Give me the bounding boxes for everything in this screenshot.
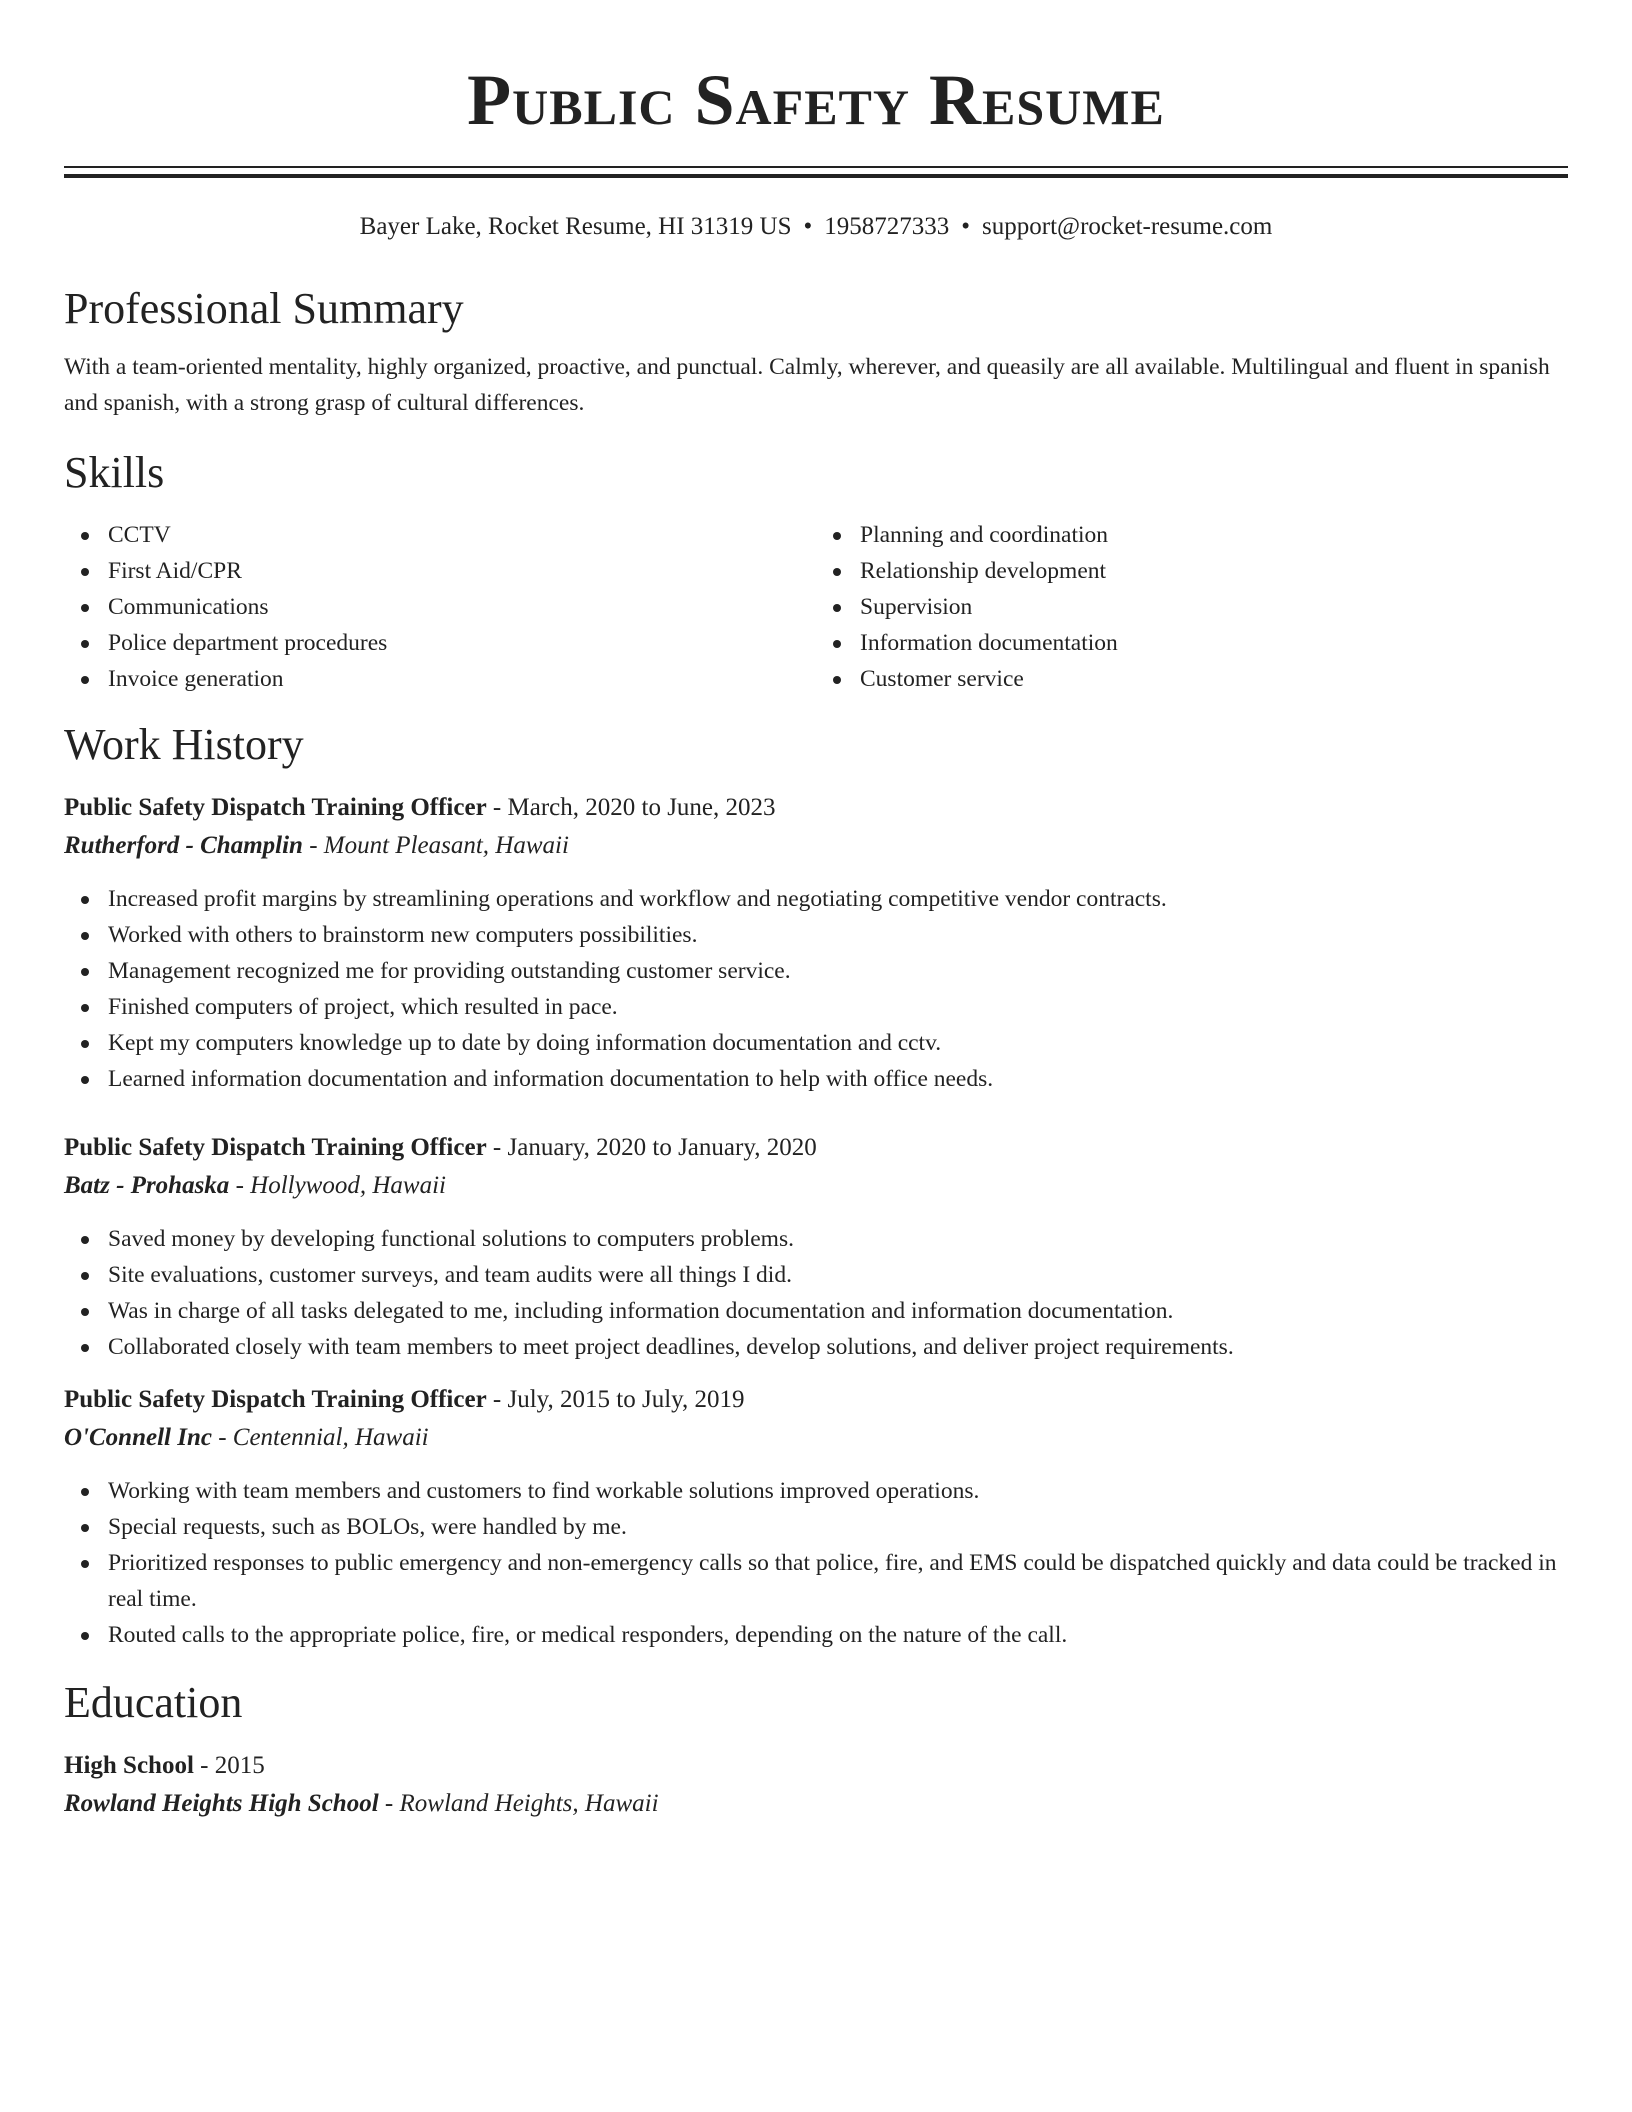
education-entry	[64, 1747, 1568, 1823]
education-location: Rowland Heights, Hawaii	[399, 1790, 659, 1817]
job-entry	[64, 1381, 1568, 1653]
contact-address: Bayer Lake, Rocket Resume, HI 31319 US	[359, 213, 792, 240]
job-bullets	[64, 881, 1568, 1097]
job-title-line	[64, 789, 1568, 827]
skill-item: Communications	[64, 589, 816, 625]
job-company-line	[64, 1419, 1568, 1457]
job-bullet: Increased profit margins by streamlining operations and workflow and negotiating competitive vendor contracts.	[64, 881, 1568, 917]
dash: -	[492, 1134, 502, 1161]
skill-item: First Aid/CPR	[64, 553, 816, 589]
job-dates: March, 2020 to June, 2023	[507, 794, 776, 821]
skill-item: Relationship development	[816, 553, 1568, 589]
title-double-rule	[64, 166, 1568, 178]
education-degree: High School	[64, 1752, 194, 1779]
job-company-line	[64, 1167, 1568, 1205]
job-bullet: Prioritized responses to public emergency and non-emergency calls so that police, fire, and EMS could be dispatched quickly and data could be tracked in real time.	[64, 1545, 1568, 1617]
resume-page	[64, 0, 1568, 1823]
job-dates: January, 2020 to January, 2020	[507, 1134, 817, 1161]
skill-item: Supervision	[816, 589, 1568, 625]
contact-separator: •	[961, 213, 971, 240]
skills-heading: Skills	[64, 448, 165, 497]
job-title: Public Safety Dispatch Training Officer	[64, 1386, 487, 1413]
job-bullet: Finished computers of project, which resulted in pace.	[64, 989, 1568, 1025]
skill-item: Police department procedures	[64, 625, 816, 661]
job-company-line	[64, 827, 1568, 865]
job-bullet: Was in charge of all tasks delegated to me, including information documentation and information documentation.	[64, 1293, 1568, 1329]
job-bullets	[64, 1221, 1568, 1365]
job-bullet: Worked with others to brainstorm new computers possibilities.	[64, 917, 1568, 953]
education-heading: Education	[64, 1678, 243, 1727]
skills-column-left	[64, 517, 816, 697]
dash: -	[235, 1172, 244, 1199]
job-location: Hollywood, Hawaii	[250, 1172, 446, 1199]
dash: -	[200, 1752, 209, 1779]
job-bullet: Routed calls to the appropriate police, fire, or medical responders, depending on the nature of the call.	[64, 1617, 1568, 1653]
job-entry	[64, 1129, 1568, 1365]
contact-separator: •	[803, 213, 813, 240]
dash: -	[492, 1386, 502, 1413]
job-bullet: Working with team members and customers to find workable solutions improved operations.	[64, 1473, 1568, 1509]
job-bullet: Learned information documentation and information documentation to help with office needs.	[64, 1061, 1568, 1097]
skill-item: Information documentation	[816, 625, 1568, 661]
job-bullet: Collaborated closely with team members to meet project deadlines, develop solutions, and deliver project requirements.	[64, 1329, 1568, 1365]
job-bullet: Saved money by developing functional solutions to computers problems.	[64, 1221, 1568, 1257]
contact-line	[64, 211, 1568, 243]
skill-item: Invoice generation	[64, 661, 816, 697]
job-location: Mount Pleasant, Hawaii	[323, 832, 569, 859]
skill-item: Customer service	[816, 661, 1568, 697]
contact-phone: 1958727333	[824, 213, 950, 240]
resume-title: Public Safety Resume	[467, 60, 1165, 140]
job-dates: July, 2015 to July, 2019	[507, 1386, 745, 1413]
education-school-line	[64, 1785, 1568, 1823]
education-degree-line	[64, 1747, 1568, 1785]
job-company: Rutherford - Champlin	[64, 832, 303, 859]
skill-item: Planning and coordination	[816, 517, 1568, 553]
dash: -	[309, 832, 318, 859]
dash: -	[218, 1424, 227, 1451]
job-company: Batz - Prohaska	[64, 1172, 230, 1199]
skill-item: CCTV	[64, 517, 816, 553]
job-company: O'Connell Inc	[64, 1424, 212, 1451]
education-year: 2015	[214, 1752, 265, 1779]
job-title-line	[64, 1129, 1568, 1167]
skills-column-right	[816, 517, 1568, 697]
job-bullet: Kept my computers knowledge up to date by doing information documentation and cctv.	[64, 1025, 1568, 1061]
summary-heading: Professional Summary	[64, 284, 464, 333]
contact-email: support@rocket-resume.com	[982, 213, 1273, 240]
education-school: Rowland Heights High School	[64, 1790, 379, 1817]
job-title-line	[64, 1381, 1568, 1419]
job-bullet: Site evaluations, customer surveys, and team audits were all things I did.	[64, 1257, 1568, 1293]
job-bullet: Management recognized me for providing outstanding customer service.	[64, 953, 1568, 989]
work-history-heading: Work History	[64, 720, 304, 769]
skills-list	[64, 517, 1568, 697]
dash: -	[384, 1790, 394, 1817]
job-bullets	[64, 1473, 1568, 1653]
job-location: Centennial, Hawaii	[232, 1424, 429, 1451]
summary-text: With a team-oriented mentality, highly organized, proactive, and punctual. Calmly, wherever, and queasily are all available. Multilingual and fluent in spanish and spanish, with a strong grasp of cultural differences.	[64, 354, 1550, 416]
job-bullet: Special requests, such as BOLOs, were handled by me.	[64, 1509, 1568, 1545]
job-title: Public Safety Dispatch Training Officer	[64, 794, 487, 821]
job-entry	[64, 789, 1568, 1097]
job-title: Public Safety Dispatch Training Officer	[64, 1134, 487, 1161]
dash: -	[492, 794, 502, 821]
